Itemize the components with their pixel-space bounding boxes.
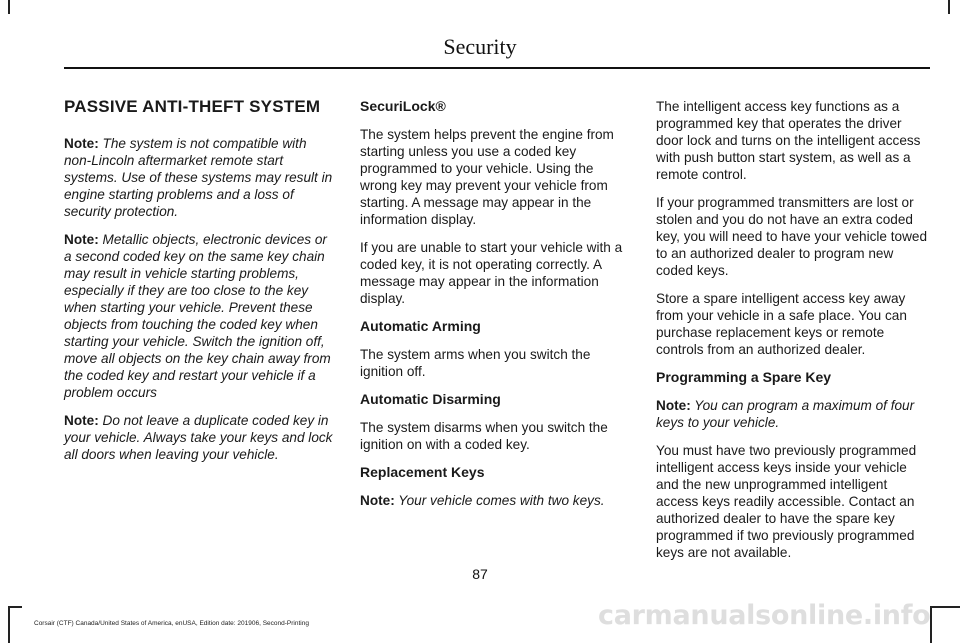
column-3 [656, 98, 928, 572]
note-duplicate-key [64, 412, 336, 463]
note-text: The system is not compatible with non-Lincoln aftermarket remote start systems. Use of these systems may result in engine starting problems and a loss of security protection. [64, 136, 333, 219]
paragraph: The system helps prevent the engine from starting unless you use a coded key programmed to your vehicle. Using the wrong key may prevent your vehicle from starting. A message may appear in the information display. [360, 127, 614, 227]
paragraph: The system disarms when you switch the ignition on with a coded key. [360, 420, 608, 452]
automatic-arming-heading: Automatic Arming [360, 318, 481, 334]
note-text: Your vehicle comes with two keys. [394, 493, 605, 508]
note-compatibility [64, 135, 336, 220]
crop-mark-bottom-left-v [8, 606, 10, 643]
crop-mark-top-left [8, 0, 10, 14]
note-metallic-objects [64, 231, 336, 401]
header-rule [64, 67, 930, 69]
note-text: You can program a maximum of four keys to your vehicle. [656, 398, 915, 430]
note-label: Note: [64, 413, 99, 428]
paragraph: The intelligent access key functions as a programmed key that operates the driver door lock and turns on the intelligent access with push button start system, as well as a remote control. [656, 99, 921, 182]
watermark-logo: carmanualsonline.info [598, 600, 931, 631]
page-number: 87 [472, 566, 488, 582]
section-title: PASSIVE ANTI-THEFT SYSTEM [64, 97, 321, 116]
paragraph: If your programmed transmitters are lost or stolen and you do not have an extra coded key, you will need to have your vehicle towed to an authorized dealer to program new coded keys. [656, 195, 928, 278]
note-label: Note: [64, 232, 99, 247]
paragraph: If you are unable to start your vehicle with a coded key, it is not operating correctly. A message may appear in the information display. [360, 240, 623, 306]
crop-mark-bottom-right-h [930, 606, 960, 608]
note-label: Note: [656, 398, 691, 413]
note-label: Note: [360, 493, 395, 508]
crop-mark-top-right [948, 0, 950, 14]
page-header-title: Security [443, 34, 517, 59]
securilock-heading: SecuriLock® [360, 98, 446, 114]
paragraph: The system arms when you switch the ignition off. [360, 347, 591, 379]
note-text: Metallic objects, electronic devices or a second coded key on the same key chain may result in vehicle starting problems, especially if they are too close to the key when starting your vehicle. Prevent these objects from touching the coded key when starting your vehicle. Switch the ignition off, move all objects on the key chain away from the coded key and restart your vehicle if a problem occurs [64, 232, 331, 400]
note-label: Note: [64, 136, 99, 151]
programming-spare-key-heading: Programming a Spare Key [656, 369, 832, 385]
paragraph: Store a spare intelligent access key away from your vehicle in a safe place. You can purchase replacement keys or remote controls from an authorized dealer. [656, 291, 907, 357]
crop-mark-bottom-left-h [8, 606, 22, 608]
column-2 [360, 98, 632, 520]
column-1 [64, 98, 336, 474]
note-max-four-keys [656, 397, 928, 431]
note-two-keys [360, 492, 632, 509]
automatic-disarming-heading: Automatic Disarming [360, 391, 501, 407]
footer-edition-info: Corsair (CTF) Canada/United States of America, enUSA, Edition date: 201906, Second-Printing [34, 620, 309, 627]
replacement-keys-heading: Replacement Keys [360, 464, 485, 480]
note-text: Do not leave a duplicate coded key in your vehicle. Always take your keys and lock all doors when leaving your vehicle. [64, 413, 333, 462]
paragraph: You must have two previously programmed intelligent access keys inside your vehicle and the new unprogrammed intelligent access keys readily accessible. Contact an authorized dealer to have the spare key programmed if two previously programmed keys are not available. [656, 443, 917, 560]
